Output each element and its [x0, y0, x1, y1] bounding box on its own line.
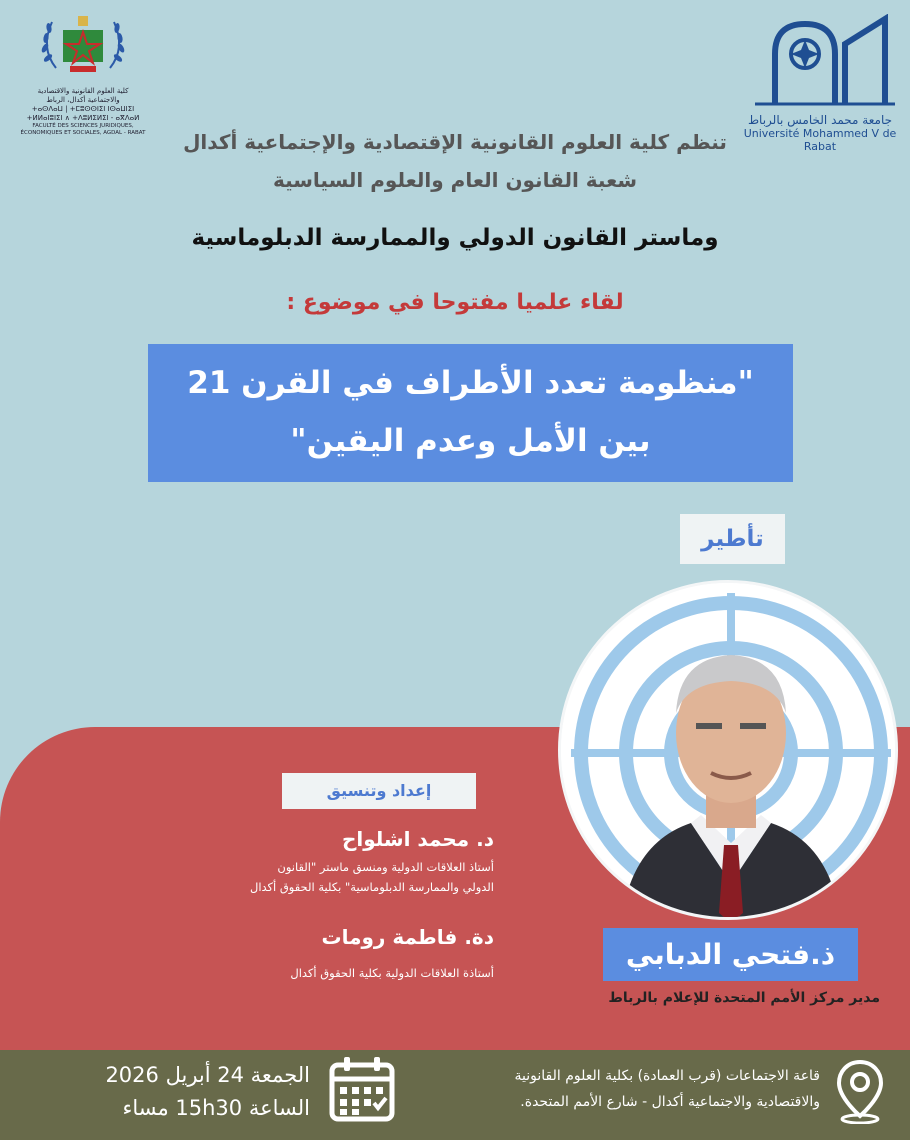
preparation-label: إعداد وتنسيق: [282, 773, 476, 809]
university-name-fr: Université Mohammed V de Rabat: [743, 127, 897, 153]
location-pin-icon: [834, 1058, 886, 1124]
faculty-name-tif-2: +ⵍⵍⴰⵏⵓⵏⵉⵏ ∧ +ⴷⵓⵍⵉⵍⵉⵏ - ⴰⴳⴷⴰⵍ: [26, 114, 140, 122]
laurel-star-emblem-icon: [18, 8, 148, 83]
venue-line-1: قاعة الاجتماعات (قرب العمادة) بكلية العلوم القانونية: [514, 1068, 820, 1084]
speaker-title: مدير مركز الأمم المتحدة للإعلام بالرباط: [608, 990, 880, 1006]
un-emblem-portrait-icon: [561, 583, 898, 920]
organizer-line: تنظم كلية العلوم القانونية الإقتصادية والإجتماعية أكدال: [183, 130, 727, 154]
supervision-label: تأطير: [680, 514, 785, 564]
organizer-2-name: دة. فاطمة رومات: [321, 925, 494, 949]
organizer-1-desc: [180, 857, 494, 897]
event-intro-line: لقاء علميا مفتوحا في موضوع :: [286, 290, 624, 315]
faculty-logo: [18, 8, 148, 138]
topic-line-2: بين الأمل وعدم اليقين": [290, 423, 651, 459]
organizer-2-desc: أستاذة العلاقات الدولية بكلية الحقوق أكدال: [290, 966, 494, 980]
event-date: الجمعة 24 أبريل 2026: [105, 1063, 310, 1087]
university-emblem-icon: [735, 14, 905, 109]
organizer-1-desc-line-2: الدولي والممارسة الدبلوماسية" بكلية الحقوق أكدال: [249, 880, 494, 894]
speaker-photo: [558, 580, 898, 920]
faculty-name-tif: +ⴰⵙⴷⴰⵡ | +ⵎⵓⵙⵙⵏⵉⵏ ⵏⵙⴰⵡⵏⵉⵏ: [31, 105, 135, 113]
speaker-name: ذ.فتحي الدبابي: [603, 928, 858, 981]
topic-box: [148, 344, 793, 482]
university-name-ar: جامعة محمد الخامس بالرباط: [747, 113, 893, 127]
university-logo: [735, 14, 905, 153]
faculty-name-fr: FACULTÉ DES SCIENCES JURIDIQUES, ÉCONOMIQUES ET SOCIALES, AGDAL - RABAT: [20, 123, 146, 136]
organizer-1-name: د. محمد اشلواح: [341, 827, 494, 851]
master-program-line: وماستر القانون الدولي والممارسة الدبلوماسية: [191, 225, 719, 251]
faculty-name-ar-2: والاجتماعية أكدال، الرباط: [46, 96, 120, 104]
topic-line-1: "منظومة تعدد الأطراف في القرن 21: [187, 365, 754, 401]
venue-line-2: والاقتصادية والاجتماعية أكدال - شارع الأمم المتحدة.: [520, 1094, 820, 1110]
faculty-name-ar: كلية العلوم القانونية والاقتصادية: [37, 87, 129, 95]
organizer-1-desc-line-1: أستاذ العلاقات الدولية ومنسق ماستر "القانون: [277, 860, 494, 874]
department-line: شعبة القانون العام والعلوم السياسية: [272, 168, 638, 192]
event-time: الساعة 15h30 مساء: [122, 1096, 310, 1120]
calendar-icon: [328, 1055, 396, 1123]
